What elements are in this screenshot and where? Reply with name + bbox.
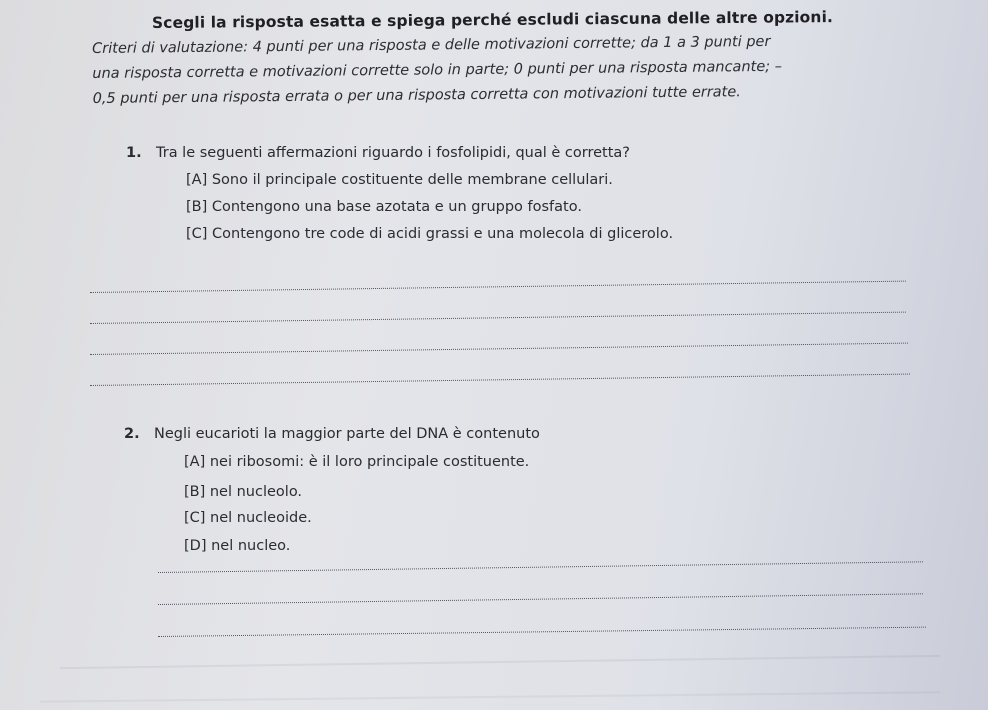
question-number: 1. xyxy=(126,145,142,161)
criteria-line: Criteri di valutazione: 4 punti per una risposta e delle motivazioni corrette; da 1 a 3 punti per xyxy=(92,33,771,57)
question-2-option-c: [C] nel nucleoide. xyxy=(184,510,312,526)
answer-line[interactable] xyxy=(90,312,906,324)
question-2-option-b: [B] nel nucleolo. xyxy=(184,484,303,500)
answer-line[interactable] xyxy=(90,281,906,293)
answer-line[interactable] xyxy=(90,343,908,355)
question-text: Tra le seguenti affermazioni riguardo i fosfolipidi, qual è corretta? xyxy=(156,145,630,161)
question-2-option-d: [D] nel nucleo. xyxy=(184,538,291,554)
evaluation-criteria xyxy=(92,28,913,112)
answer-line[interactable] xyxy=(158,561,923,573)
question-1-option-a: [A] Sono il principale costituente delle membrane cellulari. xyxy=(186,172,613,188)
question-1 xyxy=(126,145,630,161)
answer-line[interactable] xyxy=(158,627,926,637)
instructions-title: Scegli la risposta esatta e spiega perché escludi ciascuna delle altre opzioni. xyxy=(151,8,834,32)
question-1-option-c: [C] Contengono tre code di acidi grassi e una molecola di glicerolo. xyxy=(186,226,674,242)
answer-line[interactable] xyxy=(90,374,910,386)
question-text: Negli eucarioti la maggior parte del DNA è contenuto xyxy=(154,426,540,442)
question-2 xyxy=(124,426,540,442)
criteria-line: 0,5 punti per una risposta errata o per una risposta corretta con motivazioni tutte errate. xyxy=(92,84,741,107)
answer-line[interactable] xyxy=(158,593,923,605)
bleed-through-mark xyxy=(60,639,940,669)
question-2-option-a: [A] nei ribosomi: è il loro principale costituente. xyxy=(184,454,530,470)
question-1-option-b: [B] Contengono una base azotata e un gruppo fosfato. xyxy=(186,199,582,215)
bleed-through-mark xyxy=(40,677,940,702)
question-number: 2. xyxy=(124,426,140,442)
criteria-line: una risposta corretta e motivazioni corrette solo in parte; 0 punti per una risposta mancante; – xyxy=(92,58,783,82)
